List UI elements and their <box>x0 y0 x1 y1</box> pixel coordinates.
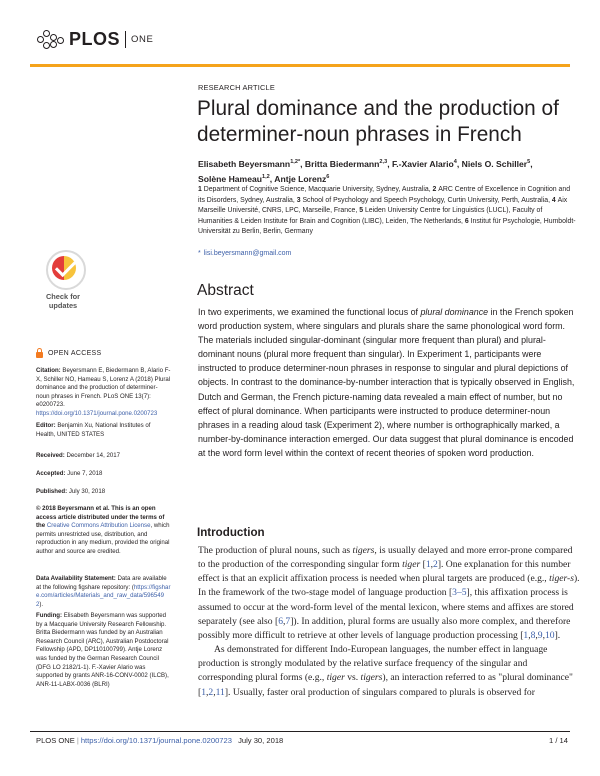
plos-dots-icon <box>37 28 67 50</box>
author-affiliation-marker: 6 <box>326 173 330 180</box>
affiliation-number: 5 <box>359 207 365 215</box>
intro-paragraph-1: The production of plural nouns, such as tigers, is usually delayed and more error-prone compared to the production of the corresponding singular form tiger [1,2]. One explanation for this number effect is that an explicit affixation process is needed when plural targets are produced (e.g., tiger-s). In the framework of the two-stage model of language production [3–5], this affixation process is assumed to occur at the word-form level of the mental lexicon, where stems and affixes are stored separately (see also [6,7]). In addition, plural forms are usually also more complex, and therefore possibly more difficult to retrieve at other levels of language production processing [1,8,9,10]. <box>198 545 580 641</box>
citation-doi-link[interactable]: https://doi.org/10.1371/journal.pone.0200723 <box>36 409 158 417</box>
introduction-body <box>198 544 582 700</box>
check-updates-icon <box>46 250 86 290</box>
italic-term: tiger <box>326 672 345 684</box>
open-access-label: OPEN ACCESS <box>36 348 101 358</box>
italic-term: tiger <box>402 559 421 571</box>
reference-link[interactable]: 6 <box>278 615 283 627</box>
reference-link[interactable]: 1 <box>201 686 206 698</box>
page-number: 1 / 14 <box>549 736 568 745</box>
header-rule <box>30 64 570 67</box>
intro-paragraph-2: As demonstrated for different Indo-European languages, the number effect in language production is strongly modulated by the relative surface frequency of the singular and corresponding plural forms (e.g., tiger vs. tigers), an interaction referred to as "plural dominance" [1,2,11]. Usually, faster oral production of singulars compared to plurals is observed for <box>198 644 573 698</box>
published-date: Published: July 30, 2018 <box>36 488 106 495</box>
logo-divider <box>125 31 126 48</box>
affiliation-number: 2 <box>432 186 439 193</box>
footer-doi-link[interactable]: https://doi.org/10.1371/journal.pone.0200723 <box>80 736 232 745</box>
author-affiliation-marker: 1,2 <box>262 173 270 180</box>
affiliations <box>198 185 578 238</box>
check-for-updates-badge[interactable] <box>36 250 90 310</box>
data-availability: Data Availability Statement: Data are available at the following figshare repository: (https://figshare.com/articles/Materials_and_raw_data/5965492). <box>36 575 171 608</box>
author-affiliation-marker: 2,3 <box>379 159 388 165</box>
affiliation-number: 3 <box>296 196 303 204</box>
affiliation-text: Institut für Psychologie, Humboldt-Universität zu Berlin, Berlin, Germany <box>198 217 576 236</box>
reference-link[interactable]: 1 <box>425 559 431 571</box>
check-updates-label: Check for updates <box>45 292 81 310</box>
reference-link[interactable]: 7 <box>285 615 291 627</box>
author-name: Solène Hameau <box>198 173 262 184</box>
italic-term: tigers <box>352 545 375 556</box>
figshare-link[interactable]: https://figshare.com/articles/Materials_and_raw_data/5965492 <box>36 583 171 608</box>
journal-name: ONE <box>131 33 154 45</box>
received-date: Received: December 14, 2017 <box>36 452 121 459</box>
author-list: Elisabeth Beyersmann$^{1,2*}$, Britta Biedermann$^{2,3}$, F.-Xavier Alario$^4$, Niels O. Schiller$^5$, Solène Hameau$^{1,2}$, Antje Lorenz$^6$ <box>198 158 533 184</box>
affiliation-number: 4 <box>551 196 558 204</box>
reference-link[interactable]: 11 <box>215 686 225 698</box>
plos-logo <box>37 28 153 50</box>
footer: PLOS ONE | https://doi.org/10.1371/journal.pone.0200723 July 30, 2018 <box>36 736 284 745</box>
author-affiliation-marker: 5 <box>527 159 531 165</box>
license-link[interactable]: Creative Commons Attribution License <box>46 522 151 530</box>
editor: Editor: Benjamin Xu, National Institutes of Health, UNITED STATES <box>36 422 151 438</box>
italic-term: tigers <box>360 672 383 684</box>
article-title: Plural dominance and the production of determiner-noun phrases in French <box>197 97 559 146</box>
email-link[interactable]: lisi.beyersmann@gmail.com <box>203 250 292 257</box>
funding: Funding: Elisabeth Beyersmann was supported by a Macquarie University Research Fellowship. Britta Biedermann was funded by an Australian Research Council (ARC), Australian Postdoctoral Fellowship (APD, DP110100799). Antje Lorenz was funded by the German Research Council (DFG LO 2182/1-1). F.-Xavier Alario was supported by grants ANR-16-CONV-0002 (ILCB), ANR-11-LABX-0036 (BLRI) <box>36 612 169 688</box>
reference-link[interactable]: 10 <box>545 629 555 641</box>
affiliation-number: 1 <box>198 186 204 193</box>
footer-rule <box>30 731 570 732</box>
reference-link[interactable]: 1 <box>523 629 529 641</box>
brand-name: PLOS <box>69 28 121 49</box>
reference-link[interactable]: 3–5 <box>452 587 467 599</box>
reference-link[interactable]: 2 <box>208 686 214 698</box>
author-name: Elisabeth Beyersmann <box>198 158 291 169</box>
author-name: Antje Lorenz <box>274 173 327 184</box>
copyright: © 2018 Beyersmann et al. This is an open access article distributed under the terms of the Creative Commons Attribution License, which permits unrestricted use, distribution, and reproduction in any medium, provided the original author and source are credited. <box>36 505 170 555</box>
italic-term: tiger-s <box>549 573 574 585</box>
author-affiliation-marker: 4 <box>453 159 457 165</box>
affiliation-text: Leiden University Centre for Linguistics (LUCL), Faculty of Humanities & Leiden Institute for Brain and Cognition (LIBC), Leiden, The Netherlands, <box>198 207 543 225</box>
author-affiliation-marker: 1,2* <box>290 159 301 165</box>
author-name: Britta Biedermann <box>304 158 380 169</box>
abstract-heading: Abstract <box>197 282 254 299</box>
affiliation-text: School of Psychology and Speech Psychology, Curtin University, Perth, Australia, <box>302 196 552 204</box>
citation: Citation: Beyersmann E, Biedermann B, Alario F-X, Schiller NO, Hameau S, Lorenz A (2018) Plural dominance and the production of determiner-noun phrases in French. PLoS ONE 13(7): e0200723. https://doi.org/10.1371/journal.pone.0200723 <box>36 367 171 417</box>
article-type: RESEARCH ARTICLE <box>198 83 275 92</box>
reference-link[interactable]: 9 <box>537 629 543 641</box>
affiliation-text: Department of Cognitive Science, Macquarie University, Sydney, Australia, <box>203 186 433 193</box>
author-name: F.-Xavier Alario <box>391 158 454 169</box>
reference-link[interactable]: 8 <box>530 629 536 641</box>
corresponding-email <box>198 250 291 257</box>
accepted-date: Accepted: June 7, 2018 <box>36 470 103 477</box>
reference-link[interactable]: 2 <box>433 559 438 571</box>
affiliation-text: Aix Marseille Université, CNRS, LPC, Marseille, France, <box>198 196 568 215</box>
introduction-heading: Introduction <box>197 526 265 539</box>
author-name: Niels O. Schiller <box>461 158 528 169</box>
abstract-text: In two experiments, we examined the functional locus of plural dominance in the French spoken word production system, where singulars and plurals share the same phonological word form. The materials included singular-dominant (singular more frequent than plural) and plural-dominant nouns (plural more frequent than singular). In Experiment 1, participants were instructed to produce determiner-noun phrases in response to singular and plural depictions of objects. In contrast to the dominance-by-number interaction that is typically observed in English, Dutch and German, the French picture-naming data revealed a main effect of number, but no effect of plural dominance. When participants were instructed to produce determiner-noun phrases in a reading aloud task (Experiment 2), where number is orthographically marked, a number-by-dominance interaction emerged. Our data suggest that plural dominance is encoded at the word form level within the context of recent theories of spoken word production. <box>198 307 575 458</box>
asterisk-icon: * <box>198 250 201 257</box>
affiliation-text: ARC Centre of Excellence in Cognition and its Disorders, Sydney, Australia, <box>198 186 571 204</box>
affiliation-number: 6 <box>464 217 471 225</box>
open-lock-icon <box>36 348 43 358</box>
